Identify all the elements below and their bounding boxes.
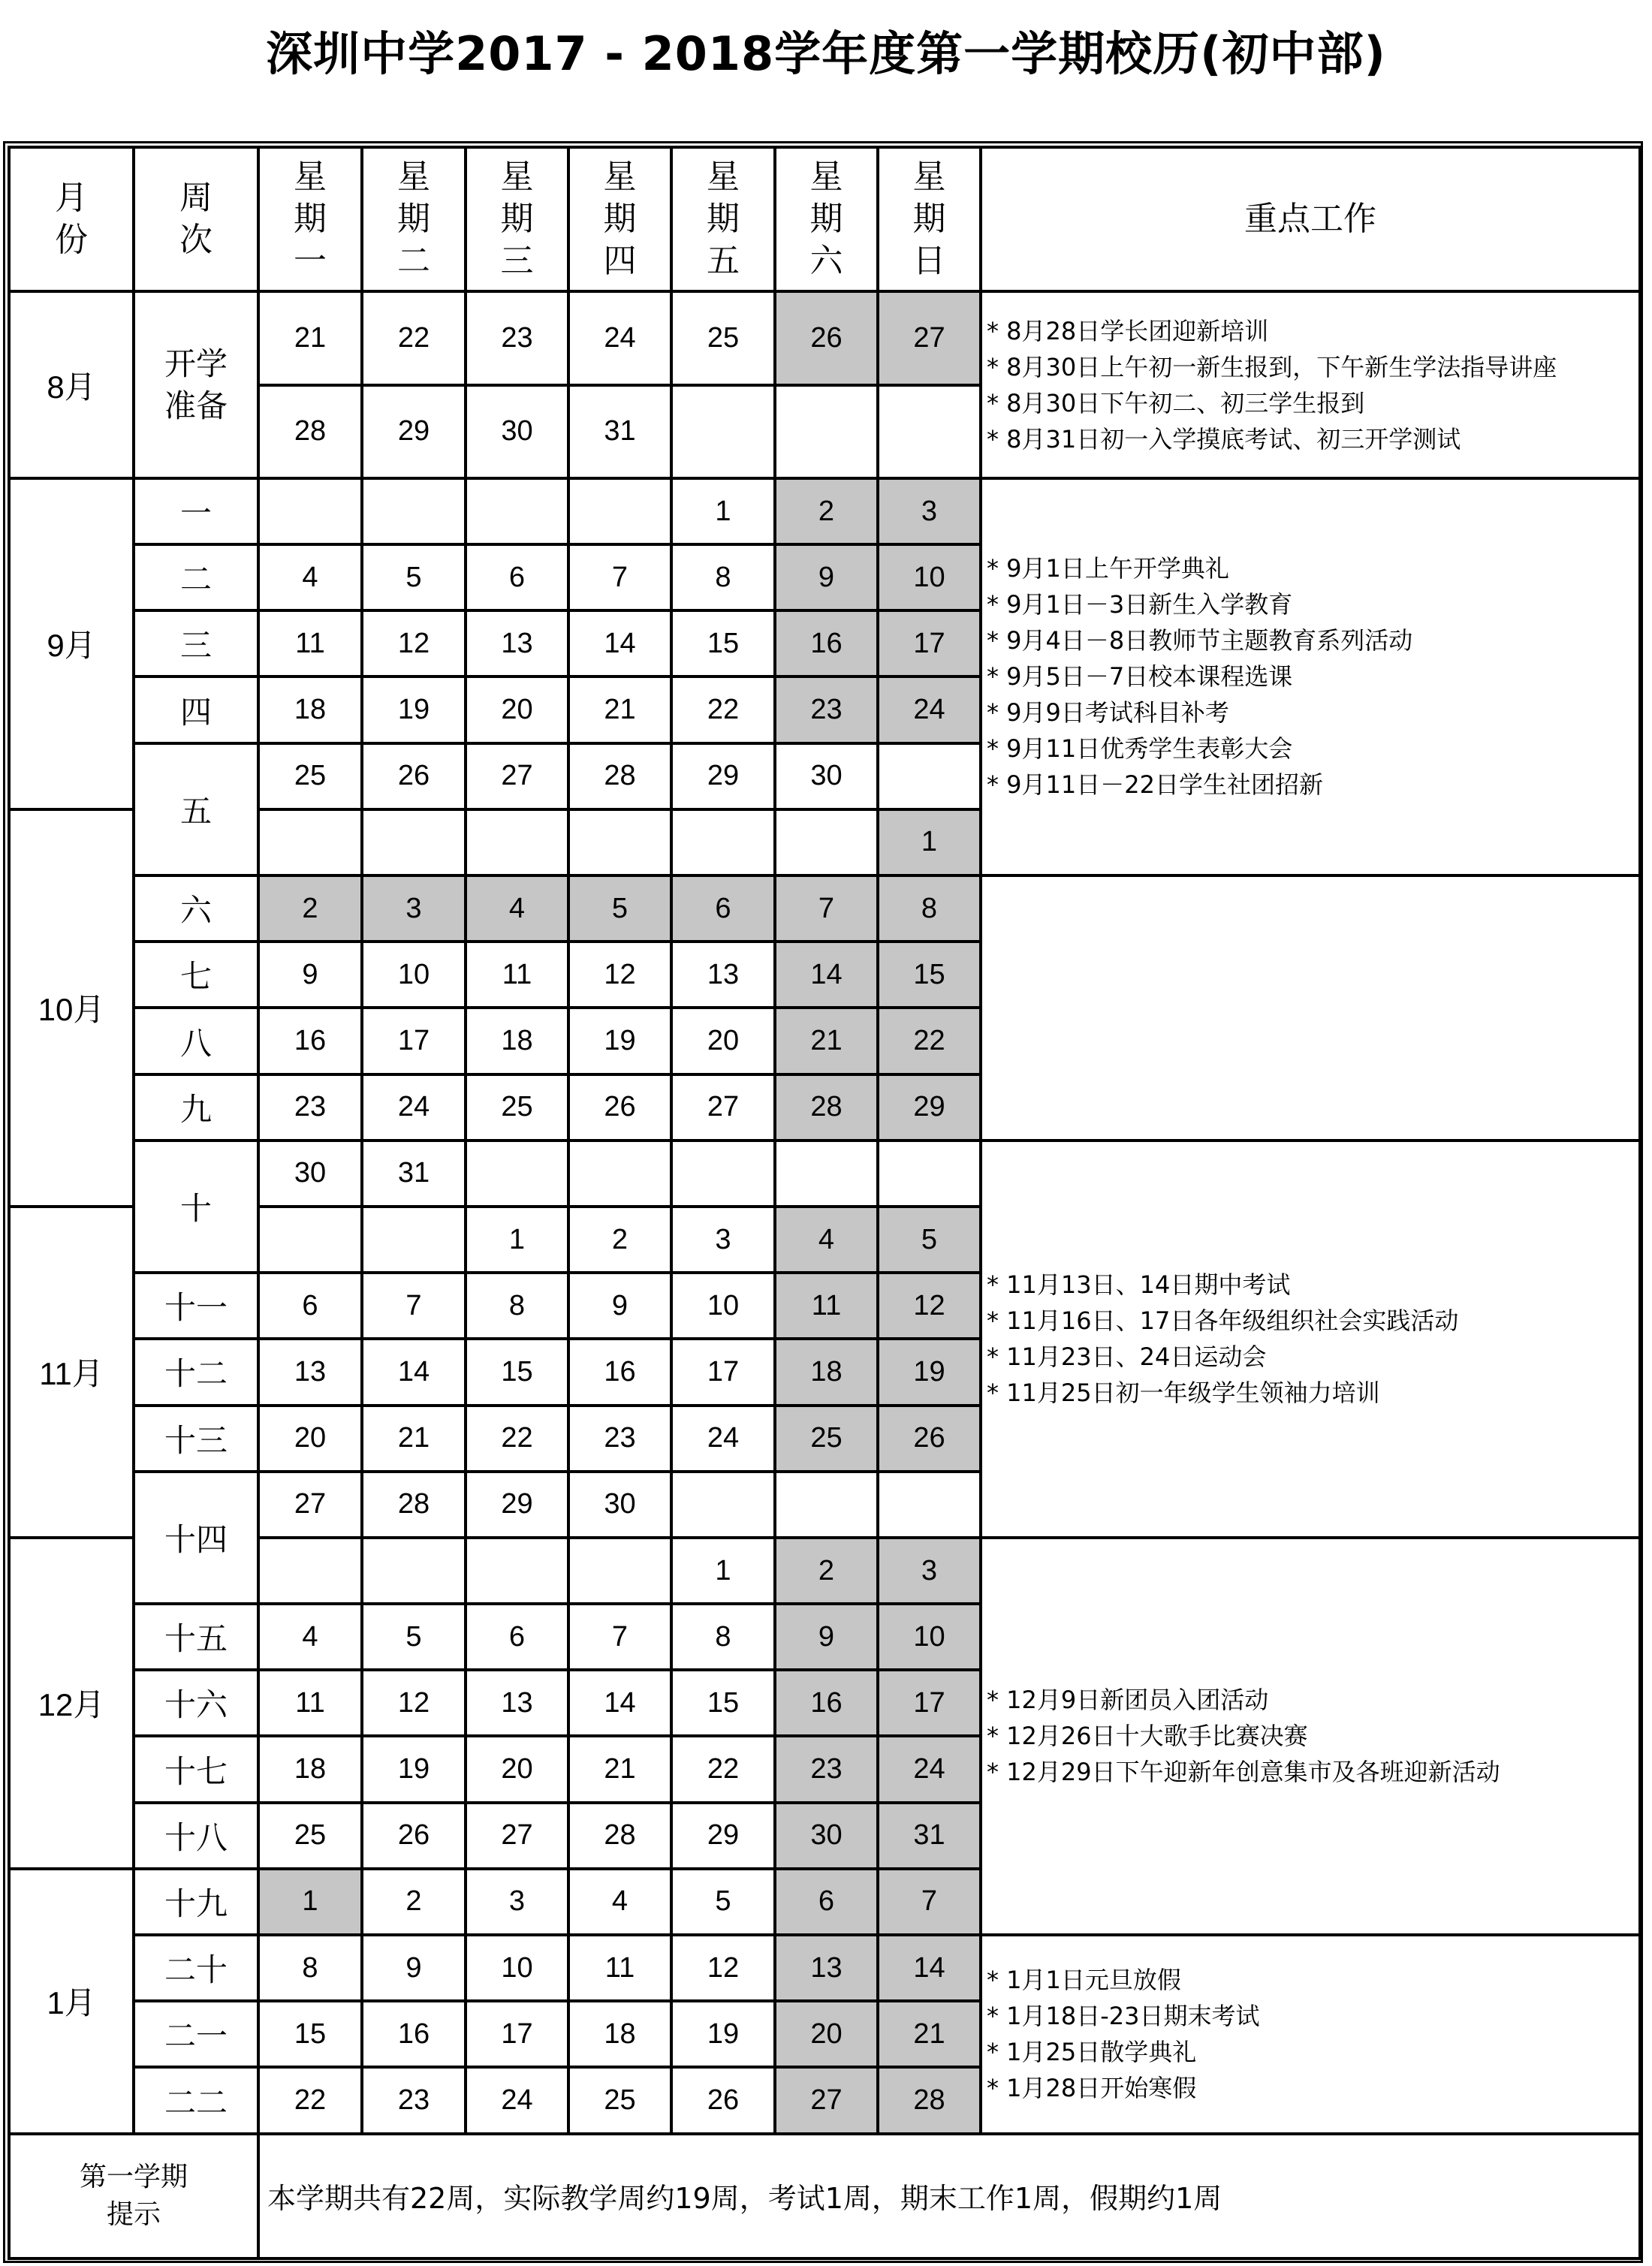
day-cell: 1 <box>671 478 775 544</box>
header-week: 周次 <box>134 147 258 291</box>
day-cell: 5 <box>362 1604 466 1670</box>
week-cell-w14: 十四 <box>134 1472 258 1604</box>
note-item: * 11月16日、17日各年级组织社会实践活动 <box>987 1306 1459 1336</box>
day-cell <box>878 1472 981 1538</box>
day-cell: 21 <box>258 291 362 384</box>
day-cell: 26 <box>362 1803 466 1869</box>
day-cell: 3 <box>878 478 981 544</box>
day-cell: 9 <box>775 1604 878 1670</box>
day-cell: 7 <box>775 875 878 942</box>
day-cell <box>362 1207 466 1273</box>
week-cell-w15: 十五 <box>134 1604 258 1670</box>
day-cell: 7 <box>568 1604 671 1670</box>
day-cell: 16 <box>775 610 878 676</box>
week-cell-w17: 十七 <box>134 1736 258 1802</box>
day-cell: 9 <box>568 1273 671 1339</box>
week-cell-w1: 一 <box>134 478 258 544</box>
header-tue: 星期二 <box>362 147 466 291</box>
day-cell: 9 <box>775 544 878 610</box>
day-cell: 28 <box>878 2067 981 2133</box>
header-sat: 星期六 <box>775 147 878 291</box>
day-cell <box>568 1538 671 1604</box>
week-cell-w8: 八 <box>134 1008 258 1074</box>
day-cell: 8 <box>671 1604 775 1670</box>
day-cell: 5 <box>362 544 466 610</box>
day-cell: 25 <box>466 1074 568 1141</box>
day-cell: 29 <box>362 385 466 478</box>
note-item: * 1月28日开始寒假 <box>987 2074 1197 2103</box>
notes-cell-sep <box>981 478 1640 875</box>
day-cell: 14 <box>775 942 878 1008</box>
day-cell: 12 <box>568 942 671 1008</box>
calendar-row <box>9 875 1640 942</box>
footer-label-text: 第一学期提示 <box>79 2161 188 2230</box>
week-cell-w21: 二一 <box>134 2001 258 2067</box>
header-thu: 星期四 <box>568 147 671 291</box>
day-cell: 1 <box>258 1869 362 1935</box>
day-cell: 22 <box>466 1406 568 1472</box>
day-cell: 11 <box>568 1935 671 2001</box>
month-cell-jan: 1月 <box>9 1869 134 2134</box>
day-cell: 3 <box>671 1207 775 1273</box>
day-cell: 15 <box>671 1670 775 1736</box>
day-cell: 18 <box>258 676 362 743</box>
day-cell: 29 <box>671 1803 775 1869</box>
day-cell: 1 <box>671 1538 775 1604</box>
day-cell: 13 <box>775 1935 878 2001</box>
note-item: * 11月23日、24日运动会 <box>987 1342 1267 1372</box>
day-cell: 24 <box>362 1074 466 1141</box>
day-cell: 27 <box>775 2067 878 2133</box>
day-cell: 6 <box>466 1604 568 1670</box>
month-cell-nov: 11月 <box>9 1207 134 1538</box>
month-cell-dec: 12月 <box>9 1538 134 1869</box>
week-cell-w4: 四 <box>134 676 258 743</box>
day-cell: 26 <box>671 2067 775 2133</box>
calendar-row <box>9 478 1640 544</box>
note-item: * 9月9日考试科目补考 <box>987 698 1229 728</box>
day-cell <box>568 809 671 875</box>
day-cell: 8 <box>466 1273 568 1339</box>
day-cell: 30 <box>775 743 878 809</box>
day-cell: 2 <box>362 1869 466 1935</box>
day-cell <box>466 478 568 544</box>
day-cell: 20 <box>258 1406 362 1472</box>
day-cell: 27 <box>878 291 981 384</box>
note-item: * 9月4日－8日教师节主题教育系列活动 <box>987 626 1413 655</box>
day-cell: 11 <box>466 942 568 1008</box>
notes-cell-jan <box>981 1935 1640 2134</box>
week-cell-w22: 二二 <box>134 2067 258 2133</box>
day-cell <box>671 1141 775 1207</box>
day-cell: 16 <box>775 1670 878 1736</box>
day-cell: 26 <box>775 291 878 384</box>
day-cell: 6 <box>466 544 568 610</box>
day-cell: 22 <box>671 1736 775 1802</box>
header-row <box>9 147 1640 291</box>
day-cell: 22 <box>878 1008 981 1074</box>
day-cell: 17 <box>878 1670 981 1736</box>
day-cell: 26 <box>878 1406 981 1472</box>
header-fri: 星期五 <box>671 147 775 291</box>
note-item: * 1月25日散学典礼 <box>987 2038 1197 2067</box>
day-cell: 10 <box>466 1935 568 2001</box>
day-cell: 6 <box>258 1273 362 1339</box>
calendar-row <box>9 1935 1640 2001</box>
day-cell: 8 <box>878 875 981 942</box>
day-cell: 3 <box>878 1538 981 1604</box>
week-cell-w16: 十六 <box>134 1670 258 1736</box>
day-cell: 1 <box>466 1207 568 1273</box>
day-cell <box>671 385 775 478</box>
month-cell-sep: 9月 <box>9 478 134 809</box>
week-cell-w3: 三 <box>134 610 258 676</box>
day-cell: 17 <box>878 610 981 676</box>
day-cell: 14 <box>568 610 671 676</box>
day-cell: 31 <box>362 1141 466 1207</box>
month-cell-oct: 10月 <box>9 809 134 1207</box>
header-month: 月份 <box>9 147 134 291</box>
week-cell-w13: 十三 <box>134 1406 258 1472</box>
note-item: * 11月25日初一年级学生领袖力培训 <box>987 1379 1380 1408</box>
day-cell: 29 <box>878 1074 981 1141</box>
footer-text: 本学期共有22周，实际教学周约19周，考试1周，期末工作1周，假期约1周 <box>258 2134 1640 2258</box>
footer-row <box>9 2134 1640 2258</box>
day-cell: 9 <box>258 942 362 1008</box>
notes-cell-aug <box>981 291 1640 478</box>
day-cell: 27 <box>258 1472 362 1538</box>
month-cell-aug: 8月 <box>9 291 134 478</box>
day-cell: 13 <box>258 1339 362 1405</box>
week-label: 开学准备 <box>164 345 228 424</box>
week-cell-w2: 二 <box>134 544 258 610</box>
notes-cell-dec <box>981 1538 1640 1935</box>
day-cell <box>878 1141 981 1207</box>
day-cell <box>258 478 362 544</box>
day-cell: 19 <box>362 676 466 743</box>
day-cell <box>671 809 775 875</box>
note-item: * 11月13日、14日期中考试 <box>987 1270 1291 1300</box>
note-item: * 8月31日初一入学摸底考试、初三开学测试 <box>987 424 1461 454</box>
day-cell: 14 <box>362 1339 466 1405</box>
day-cell: 5 <box>671 1869 775 1935</box>
day-cell: 21 <box>568 1736 671 1802</box>
notes-cell-nov <box>981 1141 1640 1538</box>
day-cell: 18 <box>775 1339 878 1405</box>
calendar-row <box>9 1008 1640 1074</box>
day-cell: 20 <box>775 2001 878 2067</box>
day-cell: 8 <box>671 544 775 610</box>
day-cell: 28 <box>775 1074 878 1141</box>
day-cell: 2 <box>775 478 878 544</box>
day-cell: 18 <box>466 1008 568 1074</box>
day-cell: 5 <box>568 875 671 942</box>
week-cell-w7: 七 <box>134 942 258 1008</box>
day-cell: 4 <box>466 875 568 942</box>
day-cell: 24 <box>878 1736 981 1802</box>
note-item: * 9月1日－3日新生入学教育 <box>987 590 1293 619</box>
day-cell: 19 <box>671 2001 775 2067</box>
day-cell: 4 <box>258 544 362 610</box>
day-cell: 24 <box>878 676 981 743</box>
day-cell: 15 <box>878 942 981 1008</box>
day-cell: 29 <box>466 1472 568 1538</box>
day-cell: 20 <box>671 1008 775 1074</box>
note-item: * 8月28日学长团迎新培训 <box>987 316 1269 345</box>
day-cell: 1 <box>878 809 981 875</box>
calendar-row <box>9 1141 1640 1207</box>
day-cell: 17 <box>671 1339 775 1405</box>
day-cell: 27 <box>466 1803 568 1869</box>
day-cell <box>775 1472 878 1538</box>
note-item: * 9月11日－22日学生社团招新 <box>987 770 1323 800</box>
day-cell: 26 <box>362 743 466 809</box>
day-cell: 12 <box>878 1273 981 1339</box>
day-cell: 21 <box>775 1008 878 1074</box>
note-item: * 9月5日－7日校本课程选课 <box>987 662 1293 692</box>
day-cell: 15 <box>466 1339 568 1405</box>
calendar-body <box>9 147 1640 2258</box>
day-cell: 11 <box>775 1273 878 1339</box>
calendar-table <box>8 146 1641 2260</box>
day-cell: 23 <box>775 676 878 743</box>
day-cell: 25 <box>671 291 775 384</box>
day-cell: 9 <box>362 1935 466 2001</box>
day-cell: 21 <box>878 2001 981 2067</box>
week-cell-w6: 六 <box>134 875 258 942</box>
day-cell <box>258 809 362 875</box>
day-cell: 11 <box>258 610 362 676</box>
page-title: 深圳中学2017 - 2018学年度第一学期校历(初中部) <box>266 26 1386 81</box>
day-cell: 7 <box>878 1869 981 1935</box>
day-cell <box>466 1141 568 1207</box>
day-cell: 7 <box>568 544 671 610</box>
day-cell: 28 <box>362 1472 466 1538</box>
day-cell: 25 <box>258 1803 362 1869</box>
note-item: * 9月1日上午开学典礼 <box>987 554 1229 583</box>
day-cell: 10 <box>671 1273 775 1339</box>
day-cell: 5 <box>878 1207 981 1273</box>
note-item: * 1月18日-23日期末考试 <box>987 2002 1260 2031</box>
day-cell: 22 <box>671 676 775 743</box>
day-cell: 10 <box>878 544 981 610</box>
day-cell <box>878 385 981 478</box>
day-cell: 16 <box>362 2001 466 2067</box>
day-cell: 13 <box>466 1670 568 1736</box>
header-sun: 星期日 <box>878 147 981 291</box>
day-cell <box>568 1141 671 1207</box>
day-cell: 24 <box>671 1406 775 1472</box>
day-cell: 4 <box>258 1604 362 1670</box>
note-item: * 12月29日下午迎新年创意集市及各班迎新活动 <box>987 1758 1500 1787</box>
day-cell <box>362 478 466 544</box>
day-cell: 13 <box>671 942 775 1008</box>
note-item: * 12月9日新团员入团活动 <box>987 1686 1269 1715</box>
day-cell <box>775 809 878 875</box>
day-cell: 11 <box>258 1670 362 1736</box>
day-cell <box>671 1472 775 1538</box>
day-cell: 23 <box>362 2067 466 2133</box>
week-cell-w12: 十二 <box>134 1339 258 1405</box>
day-cell: 25 <box>258 743 362 809</box>
day-cell: 21 <box>362 1406 466 1472</box>
day-cell <box>878 743 981 809</box>
day-cell: 16 <box>258 1008 362 1074</box>
day-cell <box>775 1141 878 1207</box>
week-cell-w5: 五 <box>134 743 258 875</box>
day-cell: 10 <box>878 1604 981 1670</box>
week-cell-w20: 二十 <box>134 1935 258 2001</box>
day-cell <box>466 809 568 875</box>
day-cell: 29 <box>671 743 775 809</box>
week-cell-w18: 十八 <box>134 1803 258 1869</box>
day-cell <box>362 809 466 875</box>
day-cell: 18 <box>568 2001 671 2067</box>
day-cell: 6 <box>775 1869 878 1935</box>
day-cell: 12 <box>362 1670 466 1736</box>
day-cell: 19 <box>878 1339 981 1405</box>
day-cell: 13 <box>466 610 568 676</box>
day-cell: 15 <box>258 2001 362 2067</box>
day-cell: 3 <box>466 1869 568 1935</box>
day-cell: 18 <box>258 1736 362 1802</box>
day-cell: 21 <box>568 676 671 743</box>
day-cell: 6 <box>671 875 775 942</box>
day-cell: 2 <box>775 1538 878 1604</box>
day-cell: 30 <box>568 1472 671 1538</box>
day-cell <box>258 1207 362 1273</box>
day-cell: 8 <box>258 1935 362 2001</box>
day-cell: 25 <box>775 1406 878 1472</box>
day-cell: 4 <box>775 1207 878 1273</box>
day-cell <box>775 385 878 478</box>
day-cell: 22 <box>362 291 466 384</box>
day-cell: 23 <box>775 1736 878 1802</box>
note-item: * 8月30日下午初二、初三学生报到 <box>987 388 1365 417</box>
day-cell: 23 <box>568 1406 671 1472</box>
note-item: * 12月26日十大歌手比赛决赛 <box>987 1722 1308 1751</box>
day-cell <box>362 1538 466 1604</box>
calendar-row <box>9 291 1640 384</box>
header-notes: 重点工作 <box>981 147 1640 291</box>
day-cell: 28 <box>258 385 362 478</box>
day-cell: 19 <box>568 1008 671 1074</box>
week-cell-w10: 十 <box>134 1141 258 1273</box>
day-cell: 16 <box>568 1339 671 1405</box>
note-item: * 1月1日元旦放假 <box>987 1966 1181 1995</box>
note-item: * 8月30日上午初一新生报到，下午新生学法指导讲座 <box>987 352 1557 381</box>
week-cell-w11: 十一 <box>134 1273 258 1339</box>
day-cell: 27 <box>466 743 568 809</box>
footer-label <box>9 2134 258 2258</box>
day-cell: 28 <box>568 743 671 809</box>
day-cell: 7 <box>362 1273 466 1339</box>
calendar-row <box>9 1074 1640 1141</box>
day-cell: 2 <box>568 1207 671 1273</box>
day-cell: 31 <box>878 1803 981 1869</box>
day-cell: 19 <box>362 1736 466 1802</box>
day-cell: 27 <box>671 1074 775 1141</box>
day-cell: 22 <box>258 2067 362 2133</box>
day-cell: 17 <box>466 2001 568 2067</box>
day-cell: 20 <box>466 1736 568 1802</box>
day-cell: 23 <box>466 291 568 384</box>
day-cell: 31 <box>568 385 671 478</box>
day-cell: 15 <box>671 610 775 676</box>
header-mon: 星期一 <box>258 147 362 291</box>
day-cell: 30 <box>258 1141 362 1207</box>
note-item: * 9月11日优秀学生表彰大会 <box>987 734 1293 764</box>
day-cell: 25 <box>568 2067 671 2133</box>
day-cell: 2 <box>258 875 362 942</box>
day-cell: 23 <box>258 1074 362 1141</box>
day-cell: 14 <box>568 1670 671 1736</box>
day-cell: 4 <box>568 1869 671 1935</box>
header-wed: 星期三 <box>466 147 568 291</box>
day-cell: 28 <box>568 1803 671 1869</box>
day-cell: 24 <box>568 291 671 384</box>
day-cell <box>258 1538 362 1604</box>
day-cell: 17 <box>362 1008 466 1074</box>
day-cell <box>568 478 671 544</box>
day-cell: 30 <box>466 385 568 478</box>
week-cell-prep <box>134 291 258 478</box>
day-cell: 12 <box>362 610 466 676</box>
day-cell: 3 <box>362 875 466 942</box>
day-cell: 14 <box>878 1935 981 2001</box>
day-cell: 24 <box>466 2067 568 2133</box>
day-cell: 26 <box>568 1074 671 1141</box>
day-cell: 20 <box>466 676 568 743</box>
day-cell: 10 <box>362 942 466 1008</box>
day-cell <box>466 1538 568 1604</box>
day-cell: 12 <box>671 1935 775 2001</box>
day-cell: 30 <box>775 1803 878 1869</box>
calendar-row <box>9 942 1640 1008</box>
week-cell-w9: 九 <box>134 1074 258 1141</box>
week-cell-w19: 十九 <box>134 1869 258 1935</box>
